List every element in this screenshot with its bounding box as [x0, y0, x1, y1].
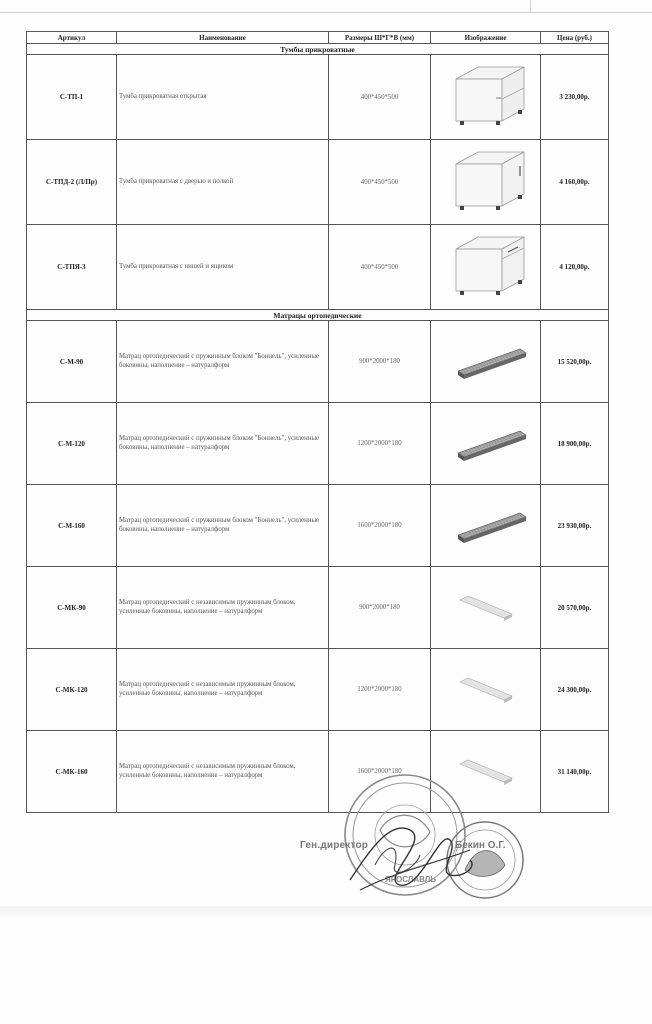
header-image: Изображение [431, 32, 541, 44]
section-title-matrasy: Матрацы ортопедические [27, 310, 609, 321]
price-cell: 24 300,00р. [541, 649, 609, 731]
price-cell: 4 120,00р. [541, 225, 609, 310]
image-cell [431, 649, 541, 731]
section-row-tumby [27, 44, 609, 55]
table-row [27, 403, 609, 485]
table-row [27, 567, 609, 649]
mattress-bonnel-icon [438, 419, 534, 469]
article-cell: С-МК-160 [27, 731, 117, 813]
table-row [27, 321, 609, 403]
price-cell: 18 900,00р. [541, 403, 609, 485]
scan-edge [0, 906, 652, 916]
bedside-drawer-icon [438, 231, 534, 303]
size-cell: 400*450*500 [329, 55, 431, 140]
table-row [27, 731, 609, 813]
size-cell: 1600*2000*180 [329, 731, 431, 813]
table-header-row [27, 32, 609, 44]
table-row [27, 649, 609, 731]
price-table [26, 31, 609, 813]
top-border-line [0, 12, 652, 13]
mattress-pocket-icon [438, 588, 534, 628]
size-cell: 1600*2000*180 [329, 485, 431, 567]
image-cell [431, 225, 541, 310]
size-cell: 400*450*500 [329, 225, 431, 310]
signature-title: Ген.директор [300, 840, 369, 851]
section-row-matrasy [27, 310, 609, 321]
size-cell: 1200*2000*180 [329, 649, 431, 731]
mattress-pocket-icon [438, 670, 534, 710]
signature-name: Бекин О.Г. [455, 840, 506, 851]
name-cell: Матрац ортопедический с пружинным блоком "Боннель", усиленные боковины, наполнение – натуралформ [117, 321, 329, 403]
mattress-bonnel-icon [438, 337, 534, 387]
name-cell: Матрац ортопедический с независимым пружинным блоком, усиленные боковины, наполнение – натуралформ [117, 731, 329, 813]
price-cell: 3 230,00р. [541, 55, 609, 140]
price-cell: 31 140,00р. [541, 731, 609, 813]
table-row [27, 55, 609, 140]
bedside-open-icon [438, 61, 534, 133]
image-cell [431, 567, 541, 649]
price-cell: 20 570,00р. [541, 567, 609, 649]
price-cell: 23 930,00р. [541, 485, 609, 567]
name-cell: Матрац ортопедический с независимым пружинным блоком, усиленные боковины, наполнение – натуралформ [117, 649, 329, 731]
name-cell: Матрац ортопедический с пружинным блоком "Боннель", усиленные боковины, наполнение – натуралформ [117, 403, 329, 485]
table-row [27, 140, 609, 225]
table-row [27, 485, 609, 567]
name-cell: Тумба прикроватная с дверью и полкой [117, 140, 329, 225]
section-title-tumby: Тумбы прикроватные [27, 44, 609, 55]
article-cell: С-ТПЯ-3 [27, 225, 117, 310]
image-cell [431, 403, 541, 485]
article-cell: С-М-160 [27, 485, 117, 567]
header-price: Цена (руб.) [541, 32, 609, 44]
size-cell: 400*450*500 [329, 140, 431, 225]
image-cell [431, 321, 541, 403]
price-cell: 15 520,00р. [541, 321, 609, 403]
article-cell: С-ТП-1 [27, 55, 117, 140]
size-cell: 900*2000*180 [329, 321, 431, 403]
article-cell: С-ТПД-2 (Л/Пр) [27, 140, 117, 225]
name-cell: Матрац ортопедический с пружинным блоком "Боннель", усиленные боковины, наполнение – натуралформ [117, 485, 329, 567]
image-cell [431, 55, 541, 140]
header-size: Размеры Ш*Г*В (мм) [329, 32, 431, 44]
image-cell [431, 140, 541, 225]
name-cell: Тумба прикроватная открытая [117, 55, 329, 140]
bedside-door-icon [438, 146, 534, 218]
stamp-city-text: ЯРОСЛАВЛЬ [385, 875, 437, 884]
article-cell: С-М-90 [27, 321, 117, 403]
top-corner-line [530, 0, 531, 12]
article-cell: С-МК-90 [27, 567, 117, 649]
name-cell: Матрац ортопедический с независимым пружинным блоком, усиленные боковины, наполнение – натуралформ [117, 567, 329, 649]
handwritten-signature [340, 810, 480, 900]
article-cell: С-М-120 [27, 403, 117, 485]
header-name: Наименование [117, 32, 329, 44]
table-row [27, 225, 609, 310]
header-article: Артикул [27, 32, 117, 44]
size-cell: 1200*2000*180 [329, 403, 431, 485]
image-cell [431, 485, 541, 567]
article-cell: С-МК-120 [27, 649, 117, 731]
size-cell: 900*2000*180 [329, 567, 431, 649]
price-cell: 4 160,00р. [541, 140, 609, 225]
name-cell: Тумба прикроватная с нишей и ящиком [117, 225, 329, 310]
mattress-bonnel-icon [438, 501, 534, 551]
